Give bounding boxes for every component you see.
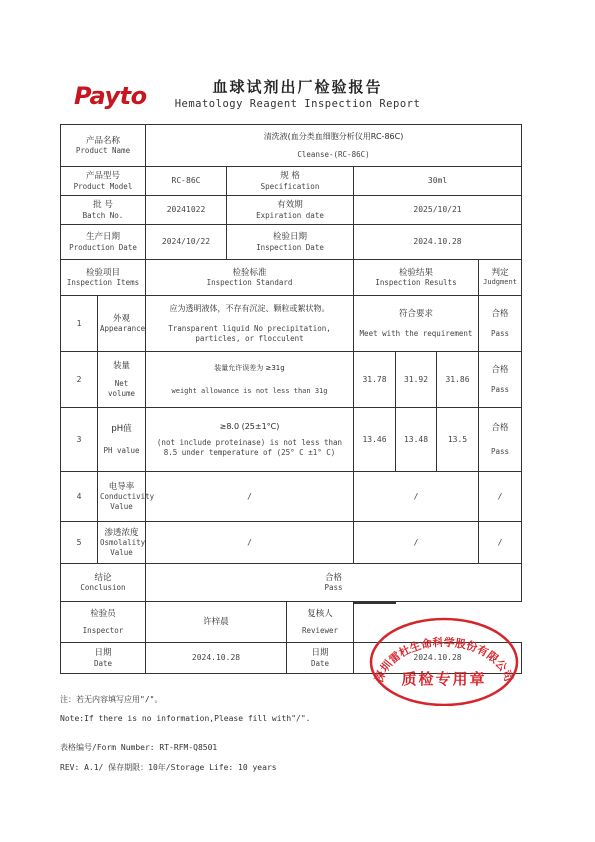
- conclusion-row: [61, 564, 522, 602]
- item-name: pH值: [111, 423, 132, 434]
- table-row: [61, 472, 522, 522]
- model-value: RC-86C: [146, 167, 227, 195]
- expiry-value: 2025/10/21: [354, 196, 522, 225]
- date-label: 日期: [94, 648, 112, 658]
- result-value: 31.78: [354, 352, 396, 408]
- col-results-header-en: Inspection Results: [375, 278, 457, 288]
- result-value: 31.86: [437, 352, 479, 408]
- product-name-value: 清洗液(血分类血细胞分析仪用RC-86C): [263, 131, 404, 141]
- item-name-en: Conductivity Value: [100, 492, 155, 511]
- inspection-date-label-en: Inspection Date: [256, 242, 324, 252]
- date-row: [61, 225, 522, 260]
- reviewer-date: 2024.10.28: [354, 643, 522, 674]
- result-text: 符合要求: [398, 308, 433, 319]
- column-header-row: [61, 260, 522, 296]
- expiry-label: 有效期: [277, 200, 303, 210]
- report-title-en: Hematology Reagent Inspection Report: [174, 98, 421, 110]
- col-results-header: 检验结果: [398, 267, 433, 278]
- model-label: 产品型号: [85, 171, 120, 181]
- table-row: [61, 352, 522, 408]
- spec-value: 30ml: [354, 167, 522, 196]
- result-value: 13.46: [354, 408, 396, 472]
- judgment-text: 合格: [491, 422, 509, 433]
- company-logo: Payto: [74, 82, 147, 110]
- form-number: 表格编号/Form Number: RT-RFM-Q8501: [60, 743, 218, 752]
- product-name-value-en: Cleanse-(RC-86C): [297, 149, 370, 159]
- result-text: /: [354, 472, 479, 522]
- item-name: 渗透浓度: [104, 527, 139, 538]
- row-number: 2: [61, 352, 98, 408]
- reviewer-label-en: Reviewer: [301, 625, 339, 635]
- standard-text: ≥8.0 (25±1°C): [219, 422, 280, 432]
- row-number: 4: [61, 472, 98, 522]
- product-name-label-en: Product Name: [75, 146, 131, 156]
- table-row: [61, 296, 522, 352]
- reviewer-label: 复核人: [307, 609, 333, 619]
- reviewer-name: [354, 602, 396, 604]
- production-date-label-en: Production Date: [69, 242, 137, 252]
- inspector-label-en: Inspector: [82, 625, 124, 635]
- standard-text-en: Transparent liquid No precipitation, particles, or flocculent: [168, 324, 331, 343]
- result-value: 31.92: [396, 352, 437, 408]
- col-judgment-header: 判定: [491, 267, 509, 278]
- judgment-text: 合格: [491, 364, 509, 375]
- standard-text-en: (not include proteinase) is not less than 8.5 under temperature of (25° C ±1° C): [156, 438, 343, 457]
- item-name: 外观: [112, 313, 130, 324]
- judgment-text-en: Pass: [490, 329, 510, 339]
- row-number: 3: [61, 408, 98, 472]
- judgment-text: /: [479, 472, 522, 522]
- production-date-value: 2024/10/22: [146, 225, 227, 259]
- item-name-en: PH value: [103, 446, 140, 456]
- inspection-table: [60, 124, 522, 674]
- reviewer-date-label-en: Date: [310, 658, 330, 668]
- result-value: 13.48: [396, 408, 437, 472]
- item-name-en: Appearance: [100, 324, 146, 334]
- result-text-en: Meet with the requirement: [359, 329, 473, 339]
- col-standard-header: 检验标准: [232, 267, 267, 278]
- revision-info: REV: A.1/ 保存期限：10年/Storage Life: 10 years: [60, 763, 277, 772]
- inspector-date: 2024.10.28: [146, 643, 287, 673]
- item-name-en: Osmolality Value: [100, 538, 146, 557]
- standard-text-en: weight allowance is not less than 31g: [171, 386, 328, 395]
- standard-text: 装量允许误差为 ≥31g: [214, 363, 285, 372]
- table-row: [61, 522, 522, 564]
- inspector-name: 许梓晨: [146, 602, 287, 642]
- inspector-label: 检验员: [90, 609, 116, 619]
- product-name-row: [61, 125, 522, 167]
- expiry-label-en: Expiration date: [256, 210, 324, 220]
- note-cn: 注：若无内容填写应用"/"。: [60, 695, 163, 704]
- product-model-row: [61, 167, 522, 196]
- row-number: 1: [61, 296, 98, 352]
- note-en: Note:If there is no information,Please fill with"/".: [60, 714, 311, 723]
- standard-text: /: [146, 522, 354, 564]
- row-number: 5: [61, 522, 98, 564]
- standard-text: /: [146, 472, 354, 522]
- col-judgment-header-en: Judgment: [483, 278, 517, 287]
- standard-text: 应为透明液体，不存有沉淀、颗粒或絮状物。: [169, 304, 330, 314]
- quality-inspection-stamp: [368, 614, 520, 706]
- production-date-label: 生产日期: [85, 232, 120, 242]
- col-standard-header-en: Inspection Standard: [206, 278, 293, 288]
- item-name: 装量: [112, 360, 130, 371]
- batch-label-en: Batch No.: [82, 210, 124, 220]
- judgment-text-en: Pass: [490, 447, 510, 457]
- batch-value: 20241022: [146, 196, 227, 224]
- result-value: 13.5: [437, 408, 479, 472]
- conclusion-value-en: Pass: [324, 583, 343, 593]
- reviewer-date-label: 日期: [311, 648, 329, 658]
- inspection-date-value: 2024.10.28: [354, 225, 522, 260]
- stamp-ring-text: 深圳雷杜生命科学股份有限公司: [372, 635, 516, 685]
- col-items-header: 检验项目: [85, 267, 120, 278]
- conclusion-value: 合格: [325, 572, 343, 583]
- item-name-en: Net volume: [107, 379, 136, 398]
- conclusion-label-en: Conclusion: [80, 583, 126, 593]
- batch-label: 批 号: [93, 200, 113, 210]
- judgment-text: /: [479, 522, 522, 564]
- inspection-date-label: 检验日期: [272, 232, 307, 242]
- spec-label: 规 格: [280, 171, 300, 181]
- result-text: /: [354, 522, 479, 564]
- judgment-text-en: Pass: [490, 385, 510, 395]
- spec-label-en: Specification: [260, 181, 320, 191]
- stamp-center-text: 质检专用章: [401, 670, 487, 688]
- report-title: 血球试剂出厂检验报告: [212, 78, 383, 96]
- conclusion-label: 结论: [94, 572, 112, 583]
- model-label-en: Product Model: [73, 181, 133, 191]
- date-label-en: Date: [93, 658, 113, 668]
- batch-row: [61, 196, 522, 225]
- product-name-label: 产品名称: [85, 135, 120, 146]
- judgment-text: 合格: [491, 308, 509, 319]
- item-name: 电导率: [108, 481, 135, 492]
- table-row: [61, 408, 522, 472]
- col-items-header-en: Inspection Items: [66, 278, 140, 288]
